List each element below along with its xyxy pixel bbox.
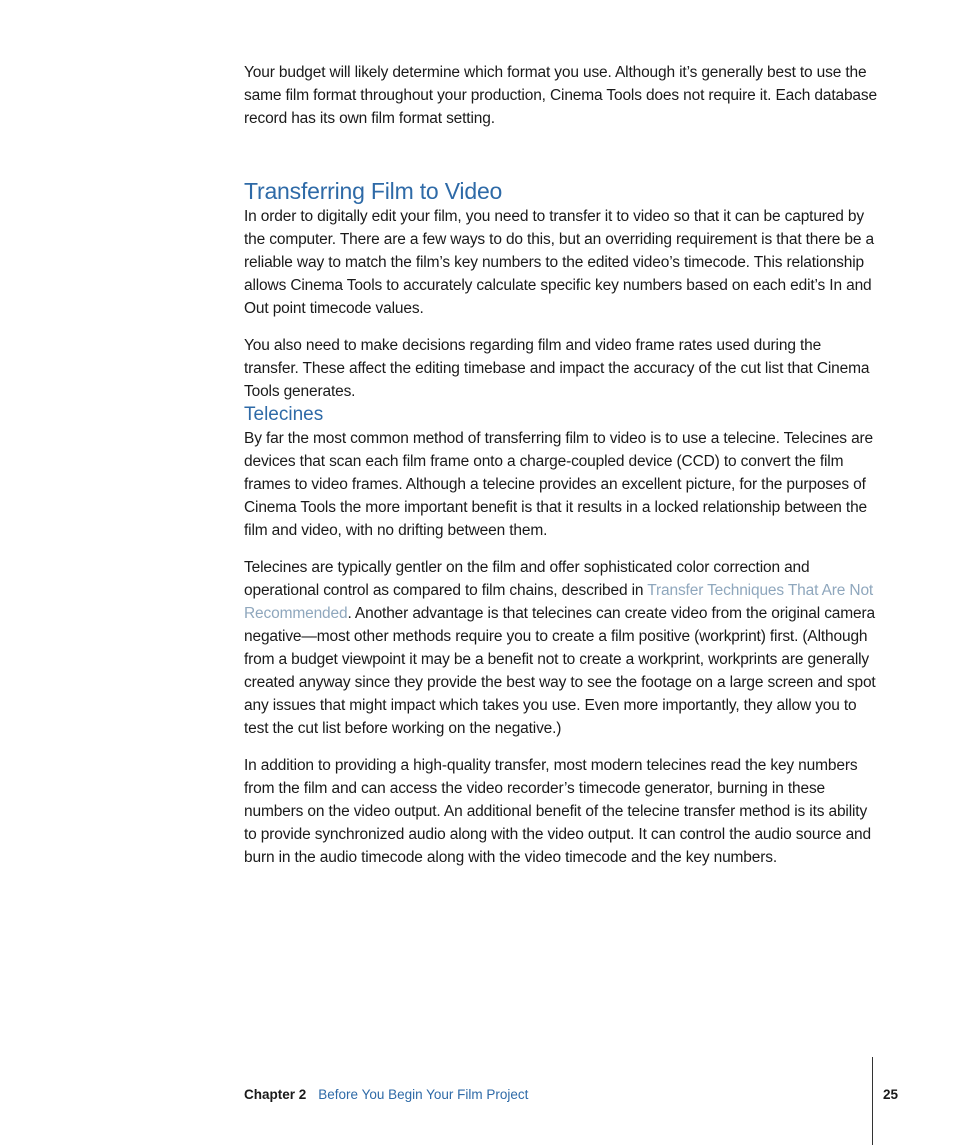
transfer-techniques-link[interactable]: Transfer Techniques That Are Not Recommended: [244, 582, 874, 622]
section-paragraph: In order to digitally edit your film, you need to transfer it to video so that it can be captured by the computer. There are a few ways to do this, but an overriding requirement is that there be a reliable way to match the film’s key numbers to the edited video’s timecode. This relationship allows Cinema Tools to accurately calculate specific key numbers based on each edit’s In and Out point timecode values.: [244, 208, 874, 317]
page-number: 25: [883, 1087, 899, 1102]
section-paragraph: You also need to make decisions regarding film and video frame rates used during the transfer. These affect the editing timebase and impact the accuracy of the cut list that Cinema Tools generates.: [244, 337, 870, 400]
paragraph-text: . Another advantage is that telecines can create video from the original camera negative—most other methods require you to create a film positive (workprint) first. (Although from a budget viewpoint it may be a benefit not to create a workprint, workprints are generally created anyway since they provide the best way to see the footage on a large screen and spot any issues that might impact which takes you use. Even more importantly, they allow you to test the cut list before working on the negative.): [244, 605, 876, 737]
telecines-paragraph-2: [244, 556, 878, 740]
chapter-title-link[interactable]: Before You Begin Your Film Project: [318, 1087, 529, 1102]
page-footer: [244, 1086, 528, 1104]
chapter-label: Chapter 2: [244, 1087, 307, 1102]
subsection-heading: Telecines: [244, 404, 324, 425]
footer-divider: [872, 1057, 873, 1145]
section-heading: Transferring Film to Video: [244, 178, 503, 204]
telecines-paragraph-1: By far the most common method of transferring film to video is to use a telecine. Telecines are devices that scan each film frame onto a charge-coupled device (CCD) to convert the film frames to video frames. Although a telecine provides an excellent picture, for the purposes of Cinema Tools the more important benefit is that it results in a locked relationship between the film and video, with no drifting between them.: [244, 430, 874, 539]
paragraph-text: Telecines are typically gentler on the film and offer sophisticated color correction and operational control as compared to film chains, described in: [244, 559, 810, 599]
telecines-paragraph-3: In addition to providing a high-quality transfer, most modern telecines read the key numbers from the film and can access the video recorder’s timecode generator, burning in these numbers on the video output. An additional benefit of the telecine transfer method is its ability to provide synchronized audio along with the video output. It can control the audio source and burn in the audio timecode along with the video timecode and the key numbers.: [244, 757, 871, 866]
page-content: [244, 61, 878, 869]
intro-paragraph: Your budget will likely determine which format you use. Although it’s generally best to use the same film format throughout your production, Cinema Tools does not require it. Each database record has its own film format setting.: [244, 64, 877, 127]
